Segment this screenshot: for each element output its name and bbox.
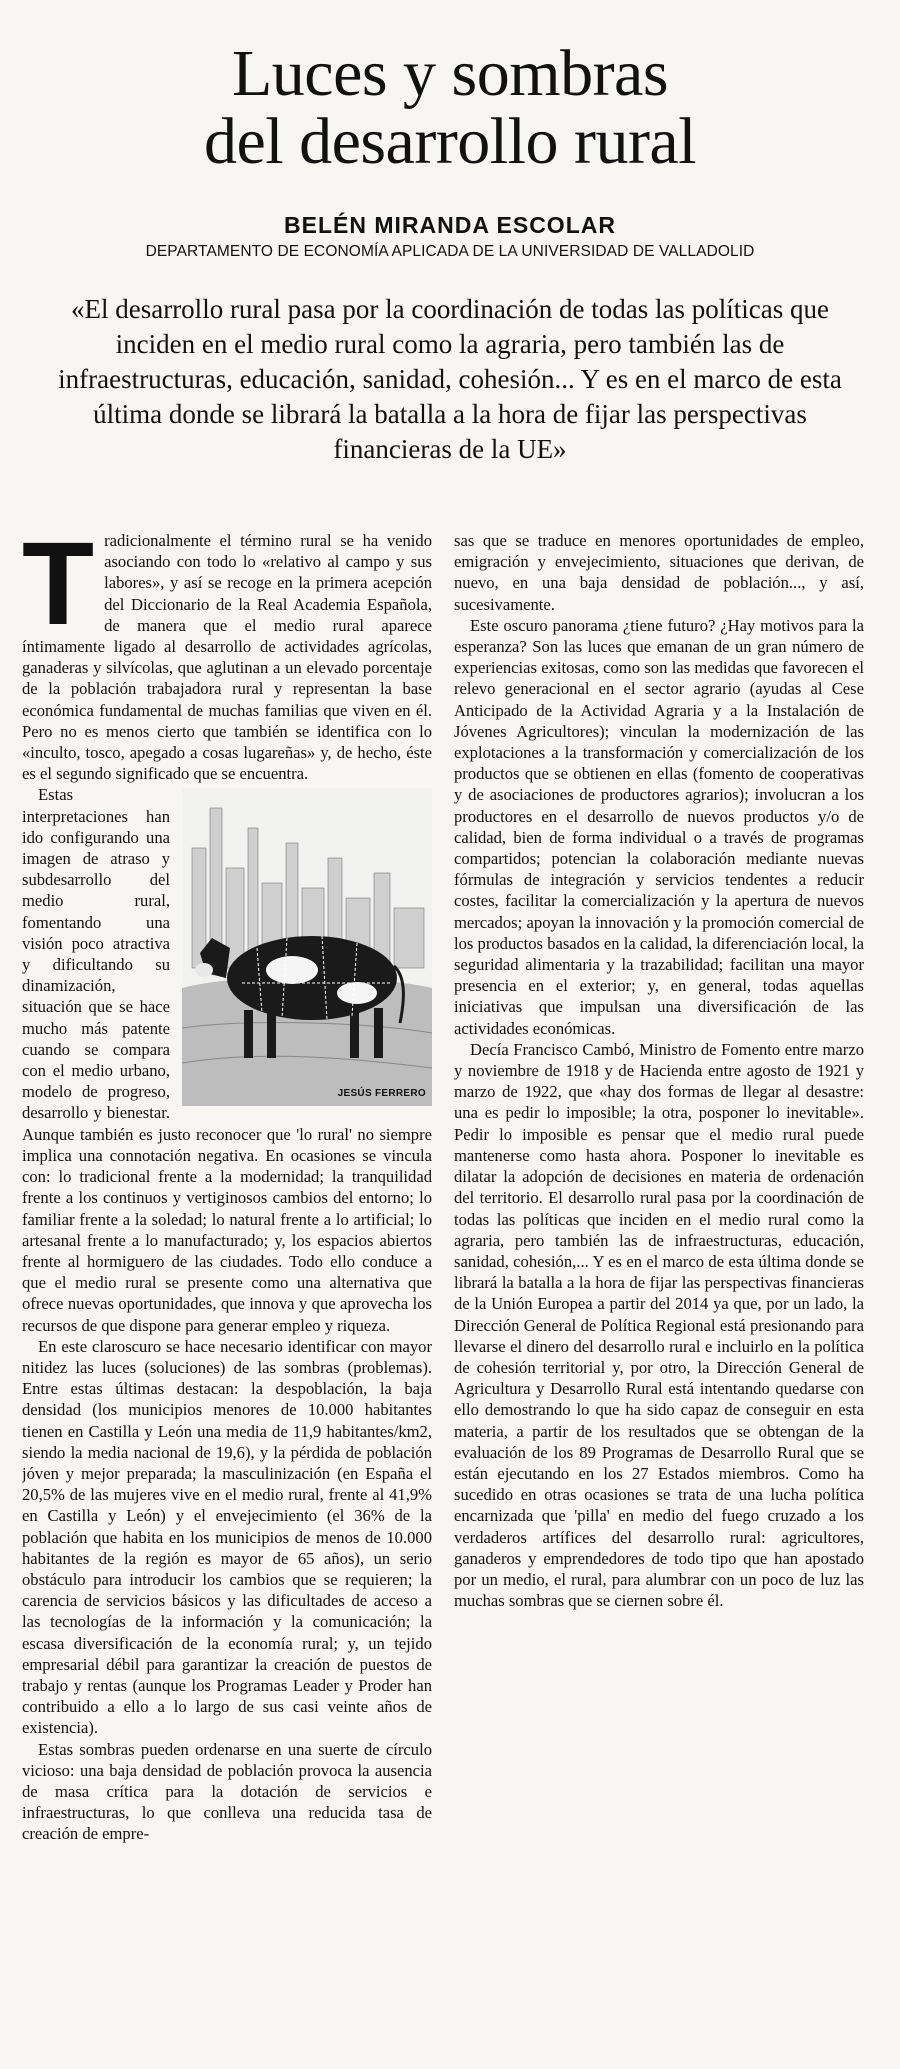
pull-quote: «El desarrollo rural pasa por la coordinación de todas las políticas que inciden en el medio rural como la agraria, pero también las de infraestructuras, educación, sanidad, cohesión... Y es en el marco de esta última donde se librará la batalla a la hora de fijar las perspectivas financieras de la UE» — [58, 294, 842, 464]
paragraph — [22, 530, 432, 784]
column-left — [22, 530, 432, 2040]
paragraph — [454, 1039, 864, 1611]
title-line-2: del desarrollo rural — [203, 105, 697, 178]
paragraph — [22, 1739, 432, 1845]
paragraph-text: Decía Francisco Cambó, Ministro de Fomento entre marzo y noviembre de 1918 y de Hacienda entre agosto de 1921 y marzo de 1922, que «hay dos formas de llegar al desastre: una es pedir lo imposible; la otra, posponer lo inevitable». Pedir lo imposible es pensar que el medio rural puede mantenerse como hasta ahora. Posponer lo inevitable es dilatar la adopción de decisiones en materia de ordenación del territorio. El desarrollo rural pasa por la coordinación de todas las políticas que inciden en el medio rural como la agraria, pero también las de infraestructuras, educación, sanidad, cohesión,... Y es en el marco de esta última donde se librará la batalla a la hora de fijar las perspectivas financieras de la Unión Europea a partir del 2014 ya que, por un lado, la Dirección General de Política Regional está presionando para llevarse el dinero del desarrollo rural e incluirlo en la política de cohesión territorial y, por otro, la Dirección General de Agricultura y Desarrollo Rural está intentando quedarse con ello demostrando lo que ha sido capaz de conseguir en esta materia, a partir de los resultados que se obtengan de la evaluación de los 89 Programas de Desarrollo Rural que se están ejecutando en los 27 Estados miembros. Como ha sucedido en otras ocasiones se trata de una lucha política encarnizada que 'pilla' en medio del fuego cruzado a los verdaderos artífices del desarrollo rural: agricultores, ganaderos y emprendedores de todo tipo que han apostado por un medio, el rural, para alumbrar con un poco de luz las muchas sombras que se ciernen sobre él. — [454, 1039, 864, 1611]
paragraph — [454, 615, 864, 1039]
paragraph — [22, 1336, 432, 1739]
paragraph — [454, 530, 864, 615]
author-name: BELÉN MIRANDA ESCOLAR — [284, 212, 616, 238]
author-affiliation: DEPARTAMENTO DE ECONOMÍA APLICADA DE LA UNIVERSIDAD DE VALLADOLID — [145, 243, 755, 260]
paragraph-text: radicionalmente el término rural se ha venido asociando con todo lo «relativo al campo y sus labores», y así se recoge en la primera acepción del Diccionario de la Real Academia Española, de manera que el medio rural aparece íntimamente ligado al desarrollo de actividades agrícolas, ganaderas y silvícolas, que aglutinan a un elevado porcentaje de la población trabajadora rural y representan la base económica fundamental de muchas familias que viven en él. Pero no es menos cierto que también se identifica con lo «inculto, tosco, apegado a cosas lugareñas» y, de hecho, éste es el segundo significado que se encuentra. — [22, 531, 432, 784]
column-right — [454, 530, 864, 2040]
paragraph-text: sas que se traduce en menores oportunidades de empleo, emigración y envejecimiento, situaciones que derivan, de nuevo, en una baja densidad de población..., y así, sucesivamente. — [454, 531, 864, 614]
illustration — [182, 788, 432, 1106]
paragraph-text: Estas sombras pueden ordenarse en una suerte de círculo vicioso: una baja densidad de población provoca la ausencia de masa crítica para la dotación de servicios e infraestructuras, lo que conlleva una reducida tasa de creación de empre- — [22, 1739, 432, 1844]
paragraph-text: Estas interpretaciones han ido configurando una imagen de atraso y subdesarrollo del medio rural, fomentando una visión poco atractiva y dificultando su dinamización, situación que se hace mucho más patente cuando se compara con el medio urbano, modelo de progreso, desarrollo y bienestar. Aunque también es justo reconocer que 'lo rural' no siempre implica una connotación negativa. En ocasiones se vincula con: lo tradicional frente a la modernidad; la tranquilidad frente a los continuos y vertiginosos cambios del entorno; lo familiar frente a la soledad; lo natural frente a lo artificial; lo artesanal frente a lo manufacturado; y, los espacios abiertos frente al hormiguero de las ciudades. Todo ello conduce a que el medio rural se presente como una alternativa que ofrece nuevas oportunidades, que innova y que aprovecha los recursos de que dispone para generar empleo y riqueza. — [22, 785, 432, 1335]
paragraph-text: En este claroscuro se hace necesario identificar con mayor nitidez las luces (soluciones) de las sombras (problemas). Entre estas últimas destacan: la despoblación, la baja densidad (los municipios menores de 10.000 habitantes tienen en Castilla y León una media de 11,9 habitantes/km2, siendo la media nacional de 19,6), y la pérdida de población jóven y mejor preparada; la masculinización (en España el 20,5% de las mujeres vive en el medio rural, frente al 41,9% en Castilla y León) y el envejecimiento (el 36% de la población que habita en los municipios de menos de 10.000 habitantes de la región es mayor de 65 años), un serio obstáculo para introducir los cambios que se requieren; la carencia de servicios básicos y las dificultades de acceso a las tecnologías de la información y la comunicación; la escasa diversificación de la economía rural; y, un tejido empresarial débil para garantizar la creación de puestos de trabajo y rentas (aunque los Programas Leader y Proder han contribuido a ello a lo largo de sus casi veinte años de existencia). — [22, 1336, 432, 1738]
illustration-credit: JESÚS FERRERO — [337, 1088, 426, 1100]
paragraph-text: Este oscuro panorama ¿tiene futuro? ¿Hay motivos para la esperanza? Son las luces que emanan de un gran número de experiencias exitosas, como son las medidas que favorecen el relevo generacional en el sector agrario (ayudas al Cese Anticipado de la Actividad Agraria y a la Instalación de Jóvenes Agricultores); vinculan la modernización de las explotaciones a la transformación y comercialización de los productos que se obtienen en ellas (fomento de cooperativas y de asociaciones de productores agrarios); involucran a los productores en el desarrollo de nuevos productos y/o de calidad, bien de forma individual o a través de programas compartidos; potencian la colaboración mediante nuevas fórmulas de integración y servicios tendentes a reducir costes, facilitar la comercialización y la apertura de nuevos mercados; apoyan la innovación y la promoción comercial de los productos basados en la calidad, la diferenciación local, la seguridad alimentaria y la trazabilidad; facilitan una mayor presencia en el exterior; y, en general, todas aquellas iniciativas que impulsan una diversificación de las actividades económicas. — [454, 615, 864, 1038]
paragraph — [22, 784, 432, 1335]
drop-cap: T — [22, 530, 95, 650]
article-title — [40, 37, 860, 178]
title-line-1: Luces y sombras — [231, 37, 669, 110]
cow-city-illustration-icon — [182, 788, 432, 1106]
